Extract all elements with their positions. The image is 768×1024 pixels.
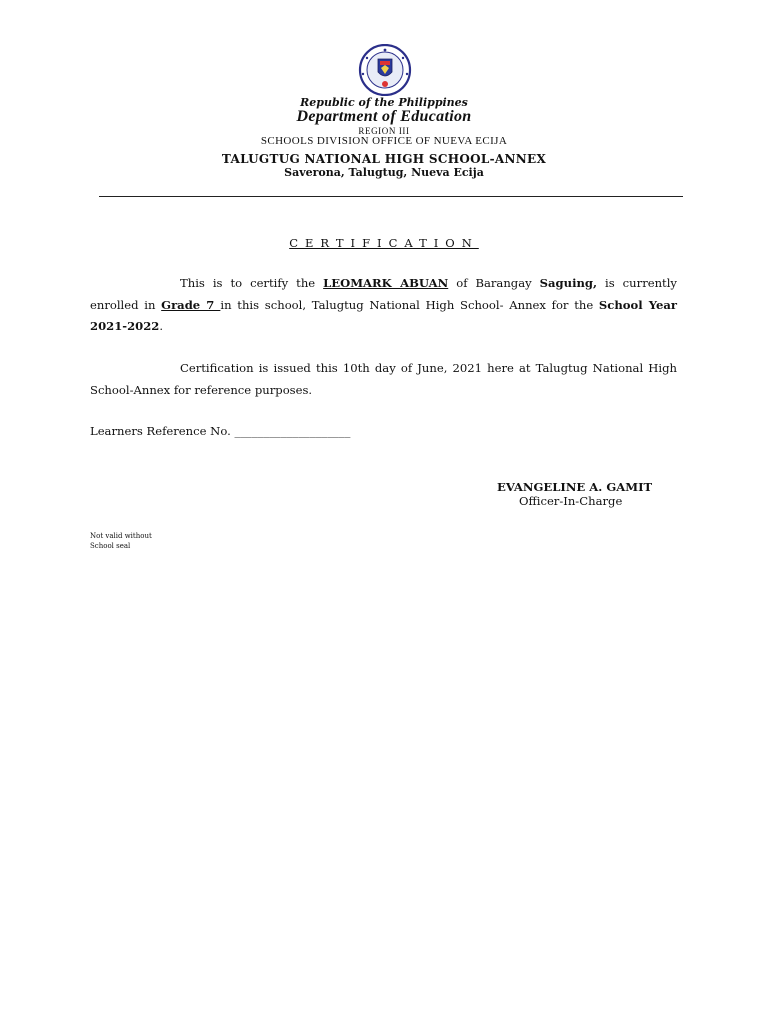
republic-line: Republic of the Philippines bbox=[300, 96, 468, 109]
school-year-label: School Year bbox=[598, 297, 677, 312]
department-name: Department of Education bbox=[296, 108, 472, 125]
header-divider bbox=[99, 196, 683, 197]
validity-note-line2: School seal bbox=[90, 542, 131, 550]
document-title bbox=[0, 236, 768, 250]
student-name: LEOMARK ABUAN bbox=[323, 276, 449, 290]
lrn-field-label: Learners Reference No. ____________________ bbox=[90, 424, 351, 438]
p1-text-1: This is to certify the bbox=[180, 276, 324, 290]
certification-paragraph bbox=[90, 273, 677, 338]
deped-seal-logo bbox=[349, 44, 421, 96]
school-year: 2021-2022 bbox=[90, 319, 160, 333]
signatory-position: Officer-In-Charge bbox=[519, 494, 623, 508]
school-name: TALUGTUG NATIONAL HIGH SCHOOL-ANNEX bbox=[221, 152, 547, 166]
p1-text-4: in this school, Talugtug National High School- Annex for the bbox=[220, 297, 599, 312]
division-office-line: SCHOOLS DIVISION OFFICE OF NUEVA ECIJA bbox=[260, 135, 508, 147]
issuance-paragraph bbox=[90, 358, 677, 401]
p1-text-3: is currently enrolled in bbox=[90, 276, 677, 312]
grade-level: Grade 7 bbox=[161, 297, 221, 312]
p1-text-2: of Barangay bbox=[448, 276, 540, 290]
school-address: Saverona, Talugtug, Nueva Ecija bbox=[284, 166, 484, 179]
region-line: REGION III bbox=[358, 126, 410, 136]
issuance-text: Certification is issued this 10th day of June, 2021 here at Talugtug National High School-Annex for reference purposes. bbox=[90, 361, 677, 397]
barangay-name: Saguing, bbox=[539, 276, 598, 290]
validity-note-line1: Not valid without bbox=[90, 532, 152, 540]
p1-text-6: . bbox=[159, 319, 164, 333]
signatory-name: EVANGELINE A. GAMIT bbox=[497, 480, 653, 494]
document-title-text: CERTIFICATION bbox=[289, 236, 479, 250]
